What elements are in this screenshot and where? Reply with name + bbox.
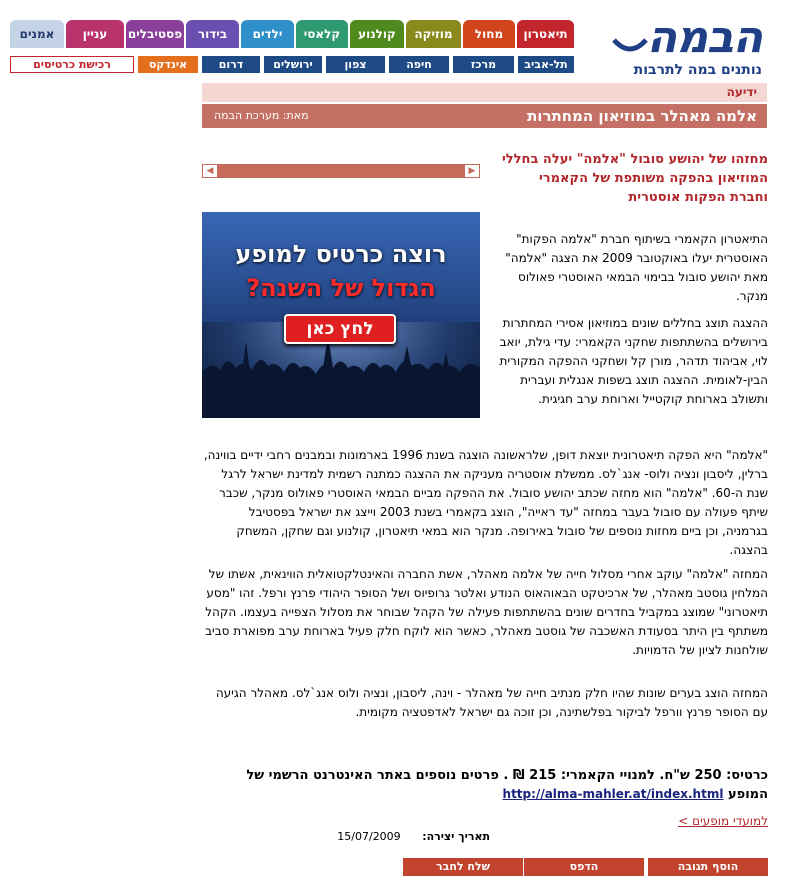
buy-tickets-button[interactable]: רכישת כרטיסים [10,56,134,73]
tab-entertainment[interactable] [186,20,239,48]
logo-tagline: נותנים במה לתרבות [633,62,762,78]
article-lead: מחזהו של יהושע סובול "אלמה" יעלה בחללי המוזיאון בהפקה משותפת של הקאמרי וחברת הפקות אוסטרית [501,152,768,205]
slider-prev-icon[interactable]: ◀ [202,164,218,178]
tab-label: קלאסי [303,27,341,41]
tab-interest[interactable] [66,20,124,48]
article-title-bar [202,104,767,128]
index-tab[interactable]: אינדקס [138,56,198,73]
tab-label: ילדים [252,27,283,41]
tab-label: קולנוע [358,27,396,41]
article-paragraph: המחזה "אלמה" עוקב אחרי מסלול חייה של אלמה מאהלר, אשת החברה והאינטלקטואלית הווינאית, אשתו של המלחין גוסטב מאהלר, של ארכיטקט הבאוהאוס הנודע ואלטר גרופיוס ושל הסופר היהודי פרנץ ורפל. זהו "מסע תיאטרוני" שמוצג במקביל בחדרים שונים בהשתתפות פעילה של הקהל שבוחר את מסלול הצפייה בעצמו. הקהל משתתף בין היתר בסעודת האשכבה של גוסטב מאהלר, כאשר הוא לוקח חלק פעיל בארוחת ערב מפוארת סביב שולחנות לציון של הדמויות. [205,567,768,657]
print-button[interactable]: הדפס [524,858,644,876]
article-paragraph: המחזה הוצג בערים שונות שהיו חלק מנתיב חייה של מאהלר - וינה, ליסבון, ונציה ולוס אנג`לס. מאהלר הגיעה עם הסופר פרנץ וורפל לביקור בפלשתינה, וכן זוכה גם ישראל לאדפטציה מקומית. [215,686,768,719]
ad-click-button[interactable]: לחץ כאן [284,314,396,344]
tab-label: תיאטרון [523,27,568,41]
official-site-link[interactable]: http://alma-mahler.at/index.html [502,787,724,801]
add-comment-button[interactable]: הוסף תגובה [648,858,768,876]
article-paragraph: ההצגה תוצג בחללים שונים במוזיאון אסירי המחתרות בירושלים בהשתתפות שחקני הקאמרי: עדי גילת, יואב לוי, אביהוד תדהר, מורן קל ושחקני ההפקה המקורית הבין-לאומית. ההצגה תוצג בשפות אנגלית ועברית ותשולב בארוחת קוקטייל וארוחת ערב חגיגית. [499,316,768,406]
city-tab-south[interactable]: דרום [202,56,260,73]
logo-text: הבמה [646,12,762,63]
tab-kids[interactable] [241,20,294,48]
section-label: ידיעה [202,83,767,102]
ad-headline: רוצה כרטיס למופע [235,240,447,268]
article-author: מאת: מערכת הבמה [214,109,309,122]
creation-date-value: 15/07/2009 [337,830,401,843]
city-tab-jerusalem[interactable]: ירושלים [264,56,322,73]
creation-date-label: תאריך יצירה: [422,830,490,843]
city-tab-haifa[interactable]: חיפה [389,56,449,73]
tab-label: מחול [474,27,504,41]
tab-classic[interactable] [296,20,348,48]
tab-label: עניין [82,27,108,41]
site-logo[interactable] [596,12,776,76]
tab-label: מוזיקה [414,27,453,41]
tab-festivals[interactable] [126,20,184,48]
tickets-text: כרטיס: 250 ש"ח. למנויי הקאמרי: 215 ₪ . פרטים נוספים באתר האינטרנט הרשמי של המופע [246,768,768,802]
tab-label: פסטיבלים [127,27,183,41]
creation-date [337,830,490,843]
tab-artists[interactable] [10,20,64,48]
ad-subheadline: הגדול של השנה? [246,274,436,302]
more-shows-link[interactable]: למועדי מופעים > [678,814,768,828]
tab-dance[interactable] [463,20,515,48]
ad-banner[interactable] [202,212,480,418]
tickets-info [202,766,768,804]
tab-cinema[interactable] [350,20,404,48]
article-paragraph: "אלמה" היא הפקה תיאטרונית יוצאת דופן, שלראשונה הוצגה בשנת 1996 בארמונות ובמבנים רחבי ידיים בווינה, ברלין, ליסבון ונציה ולוס- אנג`לס. ממשלת אוסטריה מעניקה את ההצגה כמתנה רשמית למדינת ישראל לרגל שנת ה-60. "אלמה" הוא מחזה שכתב יהושע סובול. את ההפקה מביים הבמאי האוסטרי פאולוס מנקר, שכבר שיתף פעולה עם סובול בעבר במחזה "עד ראייה", הוצג בקאמרי בשנת 2003 וייצג את ישראל בפסטיבל בגרמניה, וכן ביים מחזות נוספים של סובול באירופה. מנקר הוא במאי תיאטרון, קולנוע וגם שחקן, המשחק בהצגה. [203,448,768,557]
slider-next-icon[interactable]: ▶ [464,164,480,178]
city-tab-center[interactable]: מרכז [453,56,514,73]
city-tab-north[interactable]: צפון [326,56,385,73]
city-tab-tel-aviv[interactable]: תל-אביב [518,56,574,73]
tab-label: בידור [197,27,228,41]
article-title: אלמה מאהלר במוזיאון המחתרות [527,107,757,125]
smile-logo-icon [610,18,650,58]
gallery-slider[interactable] [202,164,480,178]
send-to-friend-button[interactable]: שלח לחבר [403,858,523,876]
article-paragraph: התיאטרון הקאמרי בשיתוף חברת "אלמה הפקות" האוסטרית יעלו באוקטובר 2009 את הצגה "אלמה" מאת יהושע סובול בבימוי הבמאי האוסטרי פאולוס מנקר. [505,232,768,303]
tab-theater[interactable] [517,20,574,48]
tab-label: אמנים [19,27,55,41]
tab-music[interactable] [406,20,461,48]
crowd-image-icon [202,332,480,418]
